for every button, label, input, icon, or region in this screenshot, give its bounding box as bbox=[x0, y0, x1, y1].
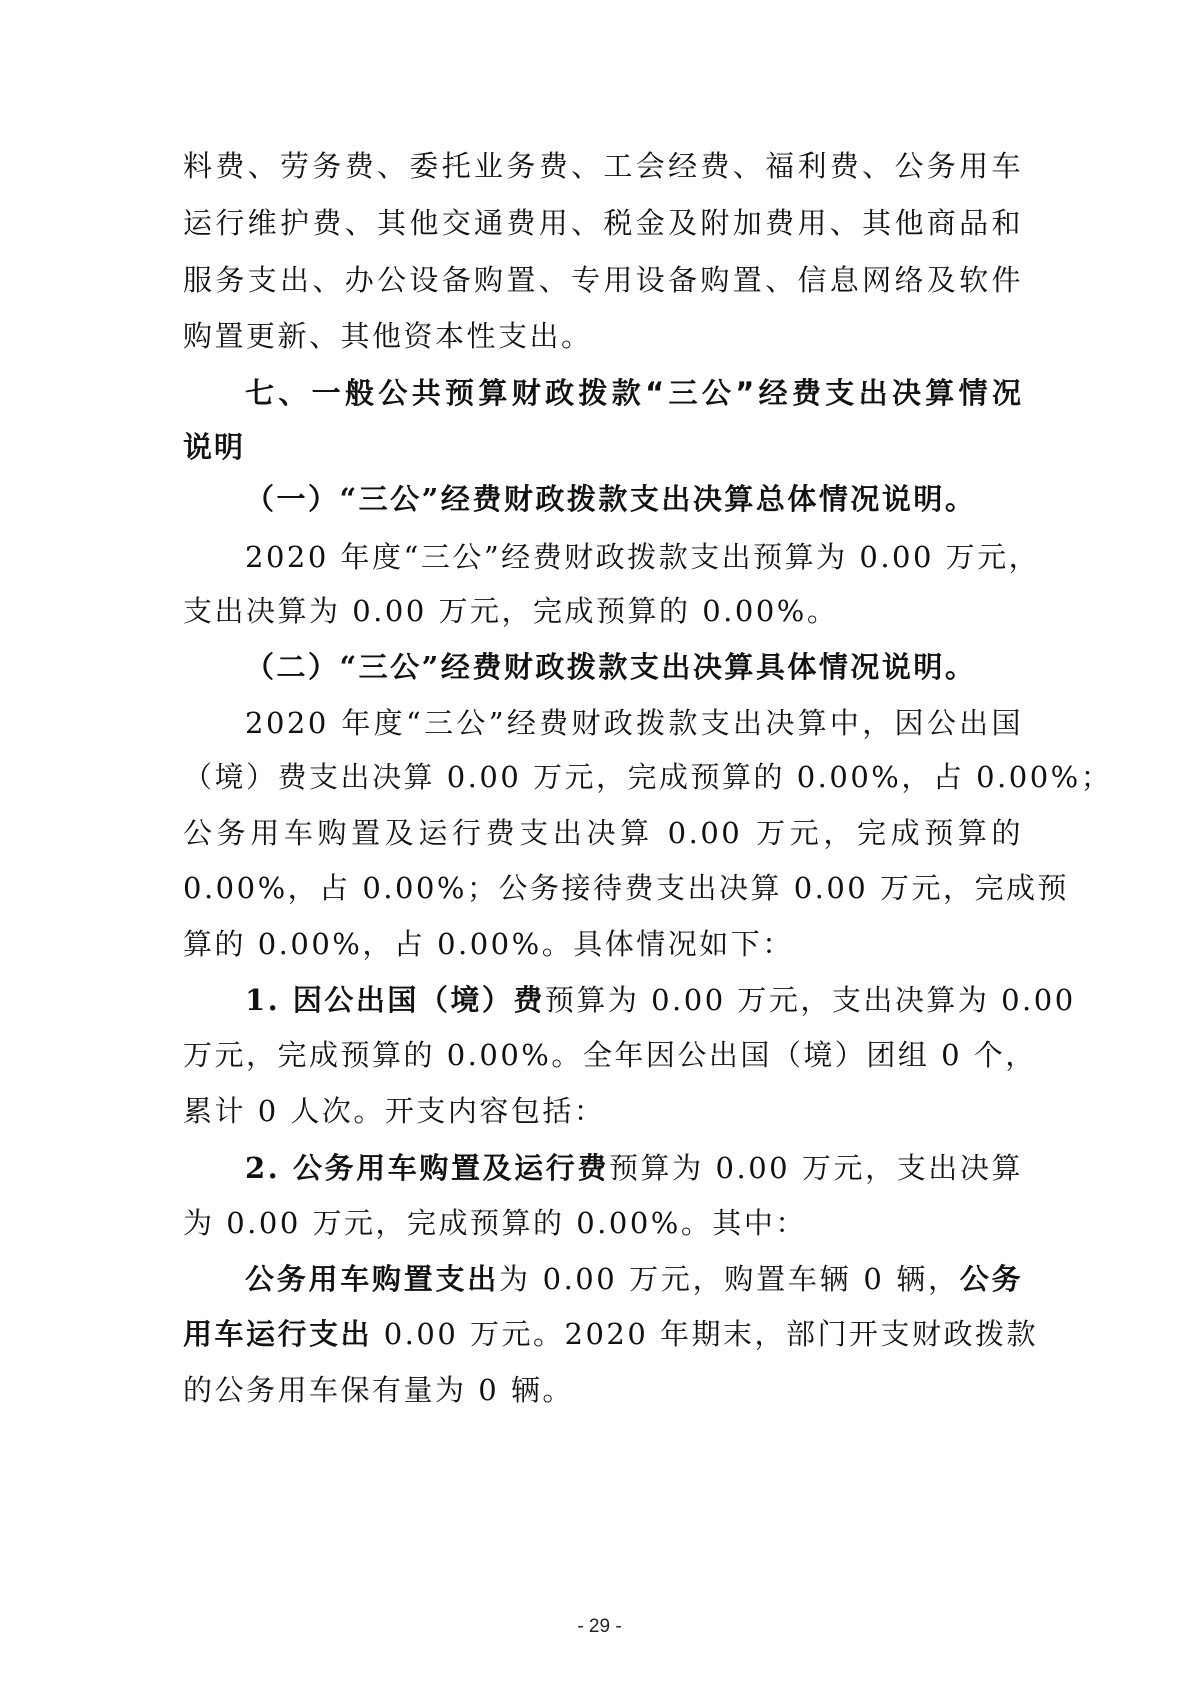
body-line: （境）费支出决算 0.00 万元，完成预算的 0.00%，占 0.00%； bbox=[183, 760, 1113, 794]
page-number: - 29 - bbox=[577, 1616, 622, 1637]
body-line: 0.00%，占 0.00%；公务接待费支出决算 0.00 万元，完成预 bbox=[183, 871, 1069, 905]
body-line: 支出决算为 0.00 万元，完成预算的 0.00%。 bbox=[183, 594, 839, 628]
list-item-text: 预算为 0.00 万元，支出决算 bbox=[608, 1151, 1023, 1185]
body-line: 2020 年度“三公”经费财政拨款支出决算中，因公出国 bbox=[245, 706, 1023, 740]
body-line: 万元，完成预算的 0.00%。全年因公出国（境）团组 0 个， bbox=[183, 1038, 1037, 1072]
body-line-mixed bbox=[245, 1259, 1023, 1299]
body-line: 的公务用车保有量为 0 辆。 bbox=[183, 1373, 574, 1407]
body-line: 算的 0.00%，占 0.00%。具体情况如下： bbox=[183, 927, 794, 961]
body-text: 0.00 万元。2020 年期末，部门开支财政拨款 bbox=[372, 1317, 1039, 1351]
body-line-mixed bbox=[183, 1314, 1039, 1354]
body-line: 料费、劳务费、委托业务费、工会经费、福利费、公务用车 bbox=[183, 149, 1023, 183]
subsection-heading: （二）“三公”经费财政拨款支出决算具体情况说明。 bbox=[245, 650, 977, 684]
list-item-1 bbox=[245, 980, 1076, 1020]
section-heading: 七、一般公共预算财政拨款“三公”经费支出决算情况 bbox=[245, 376, 1023, 410]
list-item-title: 1. 因公出国（境）费 bbox=[245, 983, 545, 1017]
body-line: 服务支出、办公设备购置、专用设备购置、信息网络及软件 bbox=[183, 263, 1023, 297]
body-line: 公务用车购置及运行费支出决算 0.00 万元，完成预算的 bbox=[183, 816, 1023, 850]
body-line: 购置更新、其他资本性支出。 bbox=[183, 319, 593, 353]
bold-term: 公务 bbox=[959, 1262, 1023, 1296]
body-text: 为 0.00 万元，购置车辆 0 辆， bbox=[498, 1262, 960, 1296]
list-item-title: 2. 公务用车购置及运行费 bbox=[245, 1151, 609, 1185]
body-line: 运行维护费、其他交通费用、税金及附加费用、其他商品和 bbox=[183, 206, 1023, 240]
body-line: 2020 年度“三公”经费财政拨款支出预算为 0.00 万元， bbox=[245, 540, 1041, 574]
list-item-text: 预算为 0.00 万元，支出决算为 0.00 bbox=[544, 983, 1076, 1017]
list-item-2 bbox=[245, 1148, 1023, 1188]
section-heading-continued: 说明 bbox=[183, 430, 246, 464]
bold-term: 用车运行支出 bbox=[183, 1317, 373, 1351]
bold-term: 公务用车购置支出 bbox=[245, 1262, 499, 1296]
body-line: 累计 0 人次。开支内容包括： bbox=[183, 1094, 606, 1128]
body-line: 为 0.00 万元，完成预算的 0.00%。其中： bbox=[183, 1206, 807, 1240]
subsection-heading: （一）“三公”经费财政拨款支出决算总体情况说明。 bbox=[245, 482, 977, 516]
